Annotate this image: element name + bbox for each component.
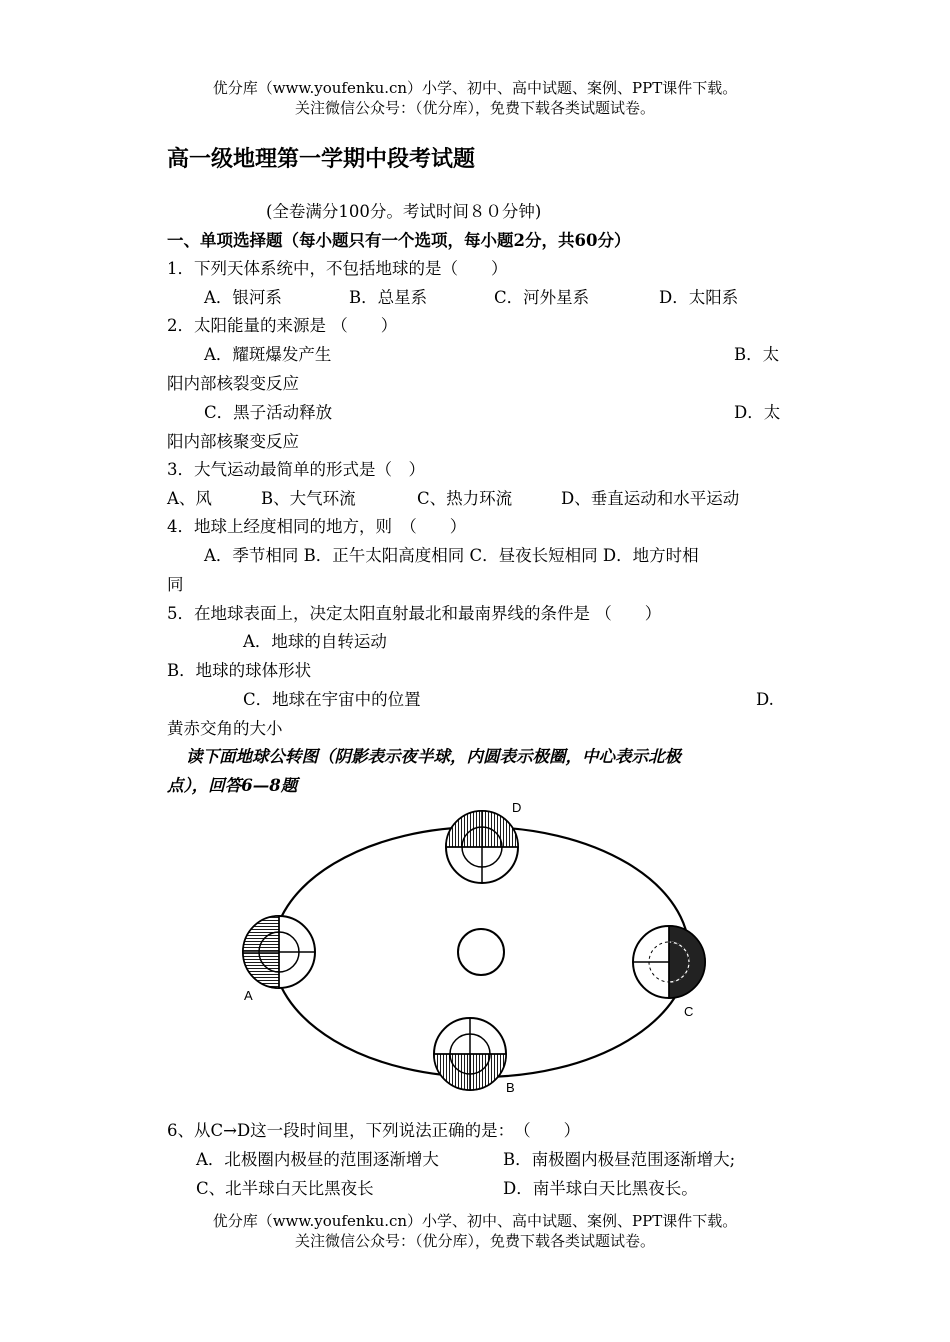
q5-option-b: B．地球的球体形状	[167, 661, 312, 680]
header-line-2: 关注微信公众号：（优分库），免费下载各类试题试卷。	[294, 99, 655, 117]
q3-option-c: C、热力环流	[417, 489, 513, 508]
footer-line-1: 优分库（www.youfenku.cn）小学、初中、高中试题、案例、PPT课件下载。	[212, 1212, 738, 1230]
figure-prompt-line-2: 点），回答6—8题	[167, 776, 298, 795]
q5-stem: 5．在地球表面上，决定太阳直射最北和最南界线的条件是 （ ）	[167, 604, 662, 623]
q2-option-b-cont: 阳内部核裂变反应	[167, 374, 299, 393]
q4-stem: 4．地球上经度相同的地方，则 （ ）	[167, 517, 467, 536]
q2-option-a: A．耀斑爆发产生	[204, 345, 332, 364]
q4-options: A．季节相同 B．正午太阳高度相同 C．昼夜长短相同 D．地方时相	[204, 546, 699, 565]
q2-option-b: B．太	[734, 345, 780, 364]
earth-position-d	[446, 800, 521, 883]
q3-option-d: D、垂直运动和水平运动	[561, 489, 740, 508]
q6-stem: 6、从C→D这一段时间里，下列说法正确的是： （ ）	[167, 1121, 581, 1140]
q1-option-d: D．太阳系	[659, 288, 739, 307]
q5-option-d: D.	[756, 690, 774, 709]
q1-option-c: C．河外星系	[494, 288, 590, 307]
label-d: D	[512, 800, 522, 815]
q5-option-d-cont: 黄赤交角的大小	[167, 719, 283, 738]
q6-option-d: D．南半球白天比黑夜长。	[503, 1179, 698, 1198]
footer-line-2: 关注微信公众号：（优分库），免费下载各类试题试卷。	[294, 1232, 655, 1250]
earth-position-b	[434, 1018, 515, 1095]
q3-option-b: B、大气环流	[261, 489, 356, 508]
q1-option-a: A．银河系	[204, 288, 282, 307]
q5-option-c: C．地球在宇宙中的位置	[243, 690, 421, 709]
q2-option-d: D．太	[734, 403, 781, 422]
page-title: 高一级地理第一学期中段考试题	[167, 146, 476, 172]
q4-options-cont: 同	[167, 575, 184, 594]
figure-prompt-line-1: 读下面地球公转图（阴影表示夜半球，内圆表示极圈，中心表示北极	[186, 747, 681, 766]
q1-stem: 1．下列天体系统中，不包括地球的是（ ）	[167, 259, 508, 278]
label-b: B	[506, 1080, 515, 1095]
q6-option-a: A．北极圈内极昼的范围逐渐增大	[196, 1150, 439, 1169]
label-c: C	[684, 1004, 694, 1019]
header-line-1: 优分库（www.youfenku.cn）小学、初中、高中试题、案例、PPT课件下载。	[212, 79, 738, 97]
q2-option-c: C．黑子活动释放	[204, 403, 333, 422]
q6-option-b: B．南极圈内极昼范围逐渐增大;	[503, 1150, 736, 1169]
earth-position-a	[243, 916, 315, 1003]
earth-revolution-diagram	[236, 800, 716, 1100]
subtitle: (全卷满分100分。考试时间８０分钟)	[266, 202, 542, 221]
q6-option-c: C、北半球白天比黑夜长	[196, 1179, 374, 1198]
q3-option-a: A、风	[167, 489, 212, 508]
sun	[458, 929, 504, 975]
label-a: A	[244, 988, 253, 1003]
q5-option-a: A．地球的自转运动	[243, 632, 387, 651]
q1-option-b: B．总星系	[349, 288, 428, 307]
q2-stem: 2．太阳能量的来源是 （ ）	[167, 316, 398, 335]
q3-stem: 3．大气运动最简单的形式是（ ）	[167, 460, 425, 479]
section-heading: 一、单项选择题（每小题只有一个选项，每小题2分，共60分）	[167, 231, 631, 250]
q2-option-d-cont: 阳内部核聚变反应	[167, 432, 299, 451]
